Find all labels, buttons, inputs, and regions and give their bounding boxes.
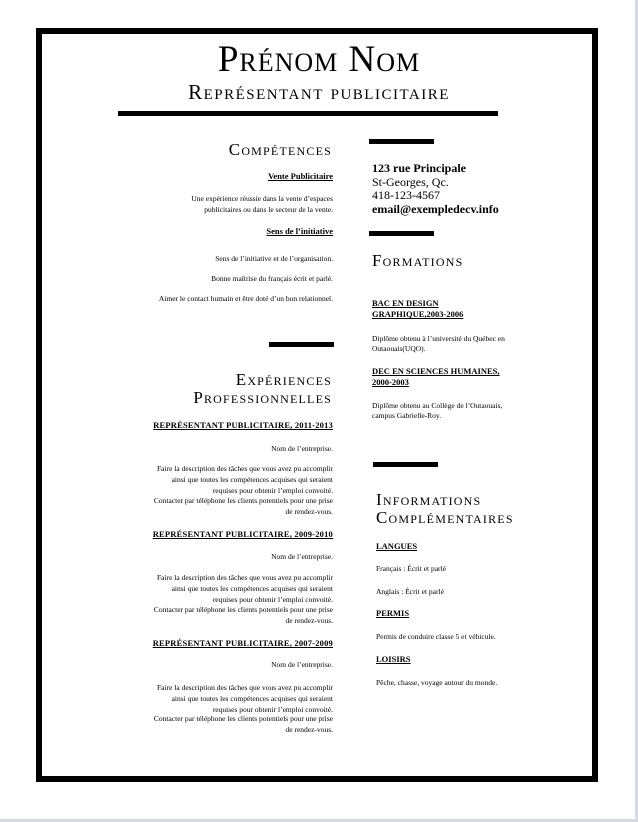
job-title-3: REPRÉSENTANT PUBLICITAIRE, 2007-2009 bbox=[152, 638, 333, 648]
job-desc-3: Faire la description des tâches que vous avez pu accomplir ainsi que toutes les compétences acquises qui seraient requises pour obtenir l’emploi convoité. bbox=[157, 683, 333, 714]
skill-title-initiative: Sens de l’initiative bbox=[266, 226, 333, 236]
job-desc-2: Faire la description des tâches que vous avez pu accomplir ainsi que toutes les compétences acquises qui seraient requises pour obtenir l’emploi convoité. bbox=[157, 573, 333, 604]
job-contact-3: Contacter par téléphone les clients potentiels pour une prise de rendez-vous. bbox=[153, 714, 333, 734]
formation-desc-1: Diplôme obtenu à l’université du Québec en Outaouais(UQO). bbox=[372, 334, 505, 353]
job-company-1: Nom de l’entreprise. bbox=[271, 444, 333, 453]
permis-title: PERMIS bbox=[376, 608, 410, 618]
contact-email[interactable]: email@exempledecv.info bbox=[372, 201, 499, 216]
formations-heading: Formations bbox=[372, 251, 464, 270]
formation-title-1: BAC EN DESIGN GRAPHIQUE,2003-2006 bbox=[372, 298, 464, 319]
section-divider bbox=[369, 231, 434, 236]
langues-title: LANGUES bbox=[376, 541, 418, 551]
job-company-3: Nom de l’entreprise. bbox=[271, 660, 333, 669]
header-divider bbox=[118, 111, 498, 116]
job-title-1: REPRÉSENTANT PUBLICITAIRE, 2011-2013 bbox=[153, 420, 333, 430]
section-divider bbox=[269, 342, 334, 347]
contact-block bbox=[372, 162, 587, 216]
job-title: Représentant publicitaire bbox=[188, 80, 450, 104]
contact-city: St-Georges, Qc. bbox=[372, 174, 449, 189]
permis-text: Permis de conduire classe 5 et véhicule. bbox=[376, 632, 496, 641]
loisirs-title: LOISIRS bbox=[376, 654, 411, 664]
skill-title-vente: Vente Publicitaire bbox=[268, 171, 333, 181]
experiences-heading: Expériences Professionnelles bbox=[193, 370, 332, 407]
formation-title-2: DEC EN SCIENCES HUMAINES, 2000-2003 bbox=[372, 366, 500, 387]
loisirs-text: Pêche, chasse, voyage autour du monde. bbox=[376, 678, 498, 687]
formation-desc-2: Diplôme obtenu au Collège de l’Outaouais, campus Gabrielle-Roy. bbox=[372, 401, 503, 420]
job-desc-1: Faire la description des tâches que vous avez pu accomplir ainsi que toutes les compétences acquises qui seraient requises pour obtenir l’emploi convoité. bbox=[157, 464, 333, 495]
section-divider bbox=[373, 462, 438, 467]
job-contact-2: Contacter par téléphone les clients potentiels pour une prise de rendez-vous. bbox=[153, 605, 333, 625]
infos-heading: Informations Complémentaires bbox=[376, 490, 514, 527]
skill-desc-vente: Une expérience réussie dans la vente d’espaces publicitaires ou dans le secteur de la vente. bbox=[191, 194, 333, 214]
section-divider bbox=[369, 139, 434, 144]
job-title-2: REPRÉSENTANT PUBLICITAIRE, 2009-2010 bbox=[152, 529, 333, 539]
skill-line: Sens de l’initiative et de l’organisation. bbox=[215, 254, 333, 263]
langue-1: Français : Écrit et parlé bbox=[376, 564, 446, 573]
person-name: Prénom Nom bbox=[217, 39, 421, 80]
langue-2: Anglais : Écrit et parlé bbox=[376, 587, 444, 596]
job-company-2: Nom de l’entreprise. bbox=[271, 552, 333, 561]
skill-line: Bonne maîtrise du français écrit et parlé. bbox=[211, 274, 333, 283]
job-contact-1: Contacter par téléphone les clients potentiels pour une prise de rendez-vous. bbox=[153, 496, 333, 516]
skill-line: Aimer le contact humain et être doté d’un bon relationnel. bbox=[158, 294, 333, 303]
contact-phone: 418-123-4567 bbox=[372, 188, 440, 202]
contact-address: 123 rue Principale bbox=[372, 161, 466, 175]
competences-heading: Compétences bbox=[228, 140, 332, 159]
